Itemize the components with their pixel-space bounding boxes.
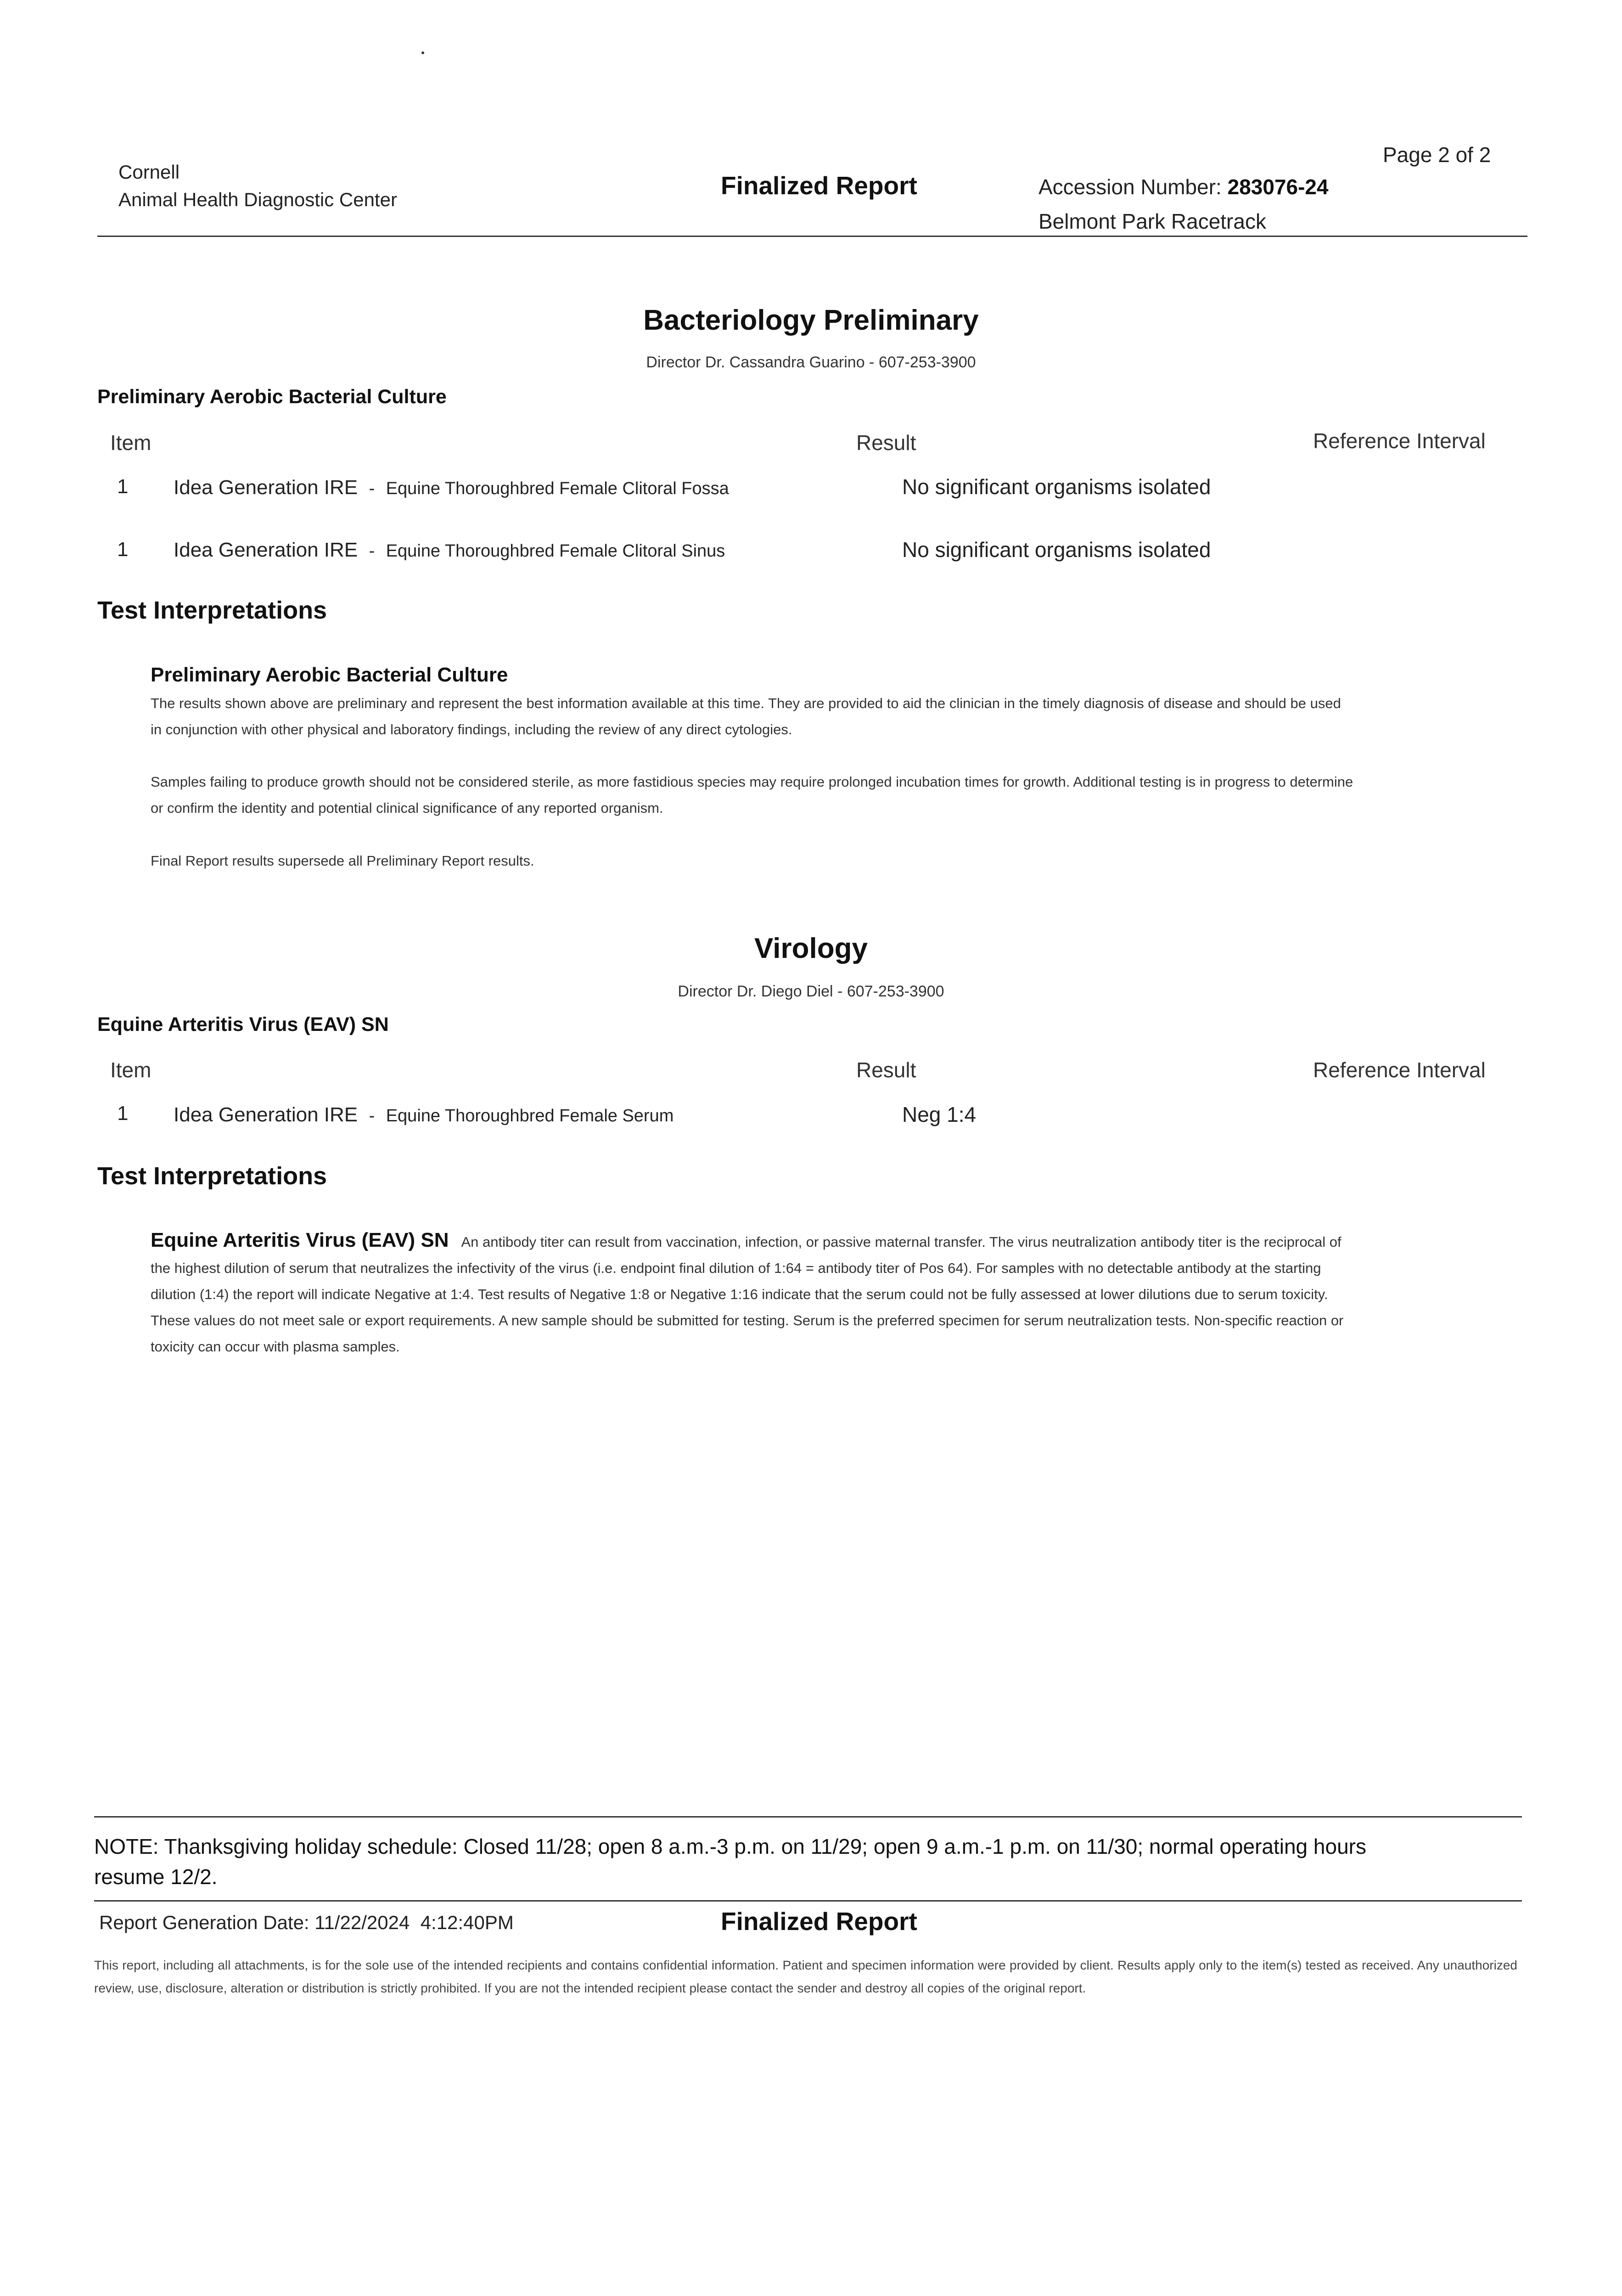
row-client: Idea Generation IRE: [174, 476, 358, 499]
column-reference: Reference Interval: [1313, 429, 1486, 453]
column-item: Item: [110, 431, 152, 455]
footer-divider-top: [94, 1816, 1522, 1818]
row-result: No significant organisms isolated: [902, 538, 1211, 562]
holiday-note: NOTE: Thanksgiving holiday schedule: Closed 11/28; open 8 a.m.-3 p.m. on 11/29; open 9 a.m.-1 p.m. on 11/30; normal operating hours resume 12/2.: [94, 1835, 1366, 1889]
virology-interp-lead: Equine Arteritis Virus (EAV) SN: [151, 1229, 449, 1251]
bacteriology-interp-heading: Test Interpretations: [97, 597, 327, 624]
generation-label: Report Generation Date:: [99, 1912, 309, 1933]
location: Belmont Park Racetrack: [1038, 209, 1266, 233]
row-number: 1: [117, 1102, 129, 1125]
column-item: Item: [110, 1058, 152, 1082]
bacteriology-director: Director Dr. Cassandra Guarino - 607-253-3900: [646, 354, 976, 371]
scan-speck: [421, 51, 424, 54]
row-client: Idea Generation IRE: [174, 1103, 358, 1126]
row-specimen-text: Equine Thoroughbred Female Serum: [386, 1106, 674, 1125]
virology-interp-text: An antibody titer can result from vaccination, infection, or passive maternal transfer. The virus neutralization antibody titer is the reciprocal of the highest dilution of serum that neutralizes the infectivity of the virus (i.e. endpoint final dilution of 1:64 = antibody titer of Pos 64). For samples with no detectable antibody at the starting dilution (1:4) the report will indicate Negative at 1:4. Test results of Negative 1:8 or Negative 1:16 indicate that the serum could not be fully assessed at lower dilutions due to serum toxicity. These values do not meet sale or export requirements. A new sample should be submitted for testing. Serum is the preferred specimen for serum neutralization tests. Non-specific reaction or toxicity can occur with plasma samples.: [151, 1234, 1344, 1355]
bacteriology-title: Bacteriology Preliminary: [643, 304, 979, 336]
row-specimen: [174, 536, 862, 565]
virology-title: Virology: [754, 933, 868, 964]
row-result: No significant organisms isolated: [902, 475, 1211, 499]
bacteriology-interp-subheading: Preliminary Aerobic Bacterial Culture: [151, 664, 508, 686]
column-reference: Reference Interval: [1313, 1058, 1486, 1082]
interp-paragraph: Final Report results supersede all Preliminary Report results.: [151, 853, 534, 869]
footer-report-title: Finalized Report: [721, 1907, 917, 1936]
row-number: 1: [117, 475, 129, 498]
org-line-1: Cornell: [118, 161, 180, 183]
interp-paragraph: The results shown above are preliminary and represent the best information available at this time. They are provided to aid the clinician in the timely diagnosis of disease and should be used in conjunction with other physical and laboratory findings, including the review of any direct cytologies.: [151, 695, 1341, 737]
interp-paragraph: Samples failing to produce growth should not be considered sterile, as more fastidious species may require prolonged incubation times for growth. Additional testing is in progress to determine or confirm the identity and potential clinical significance of any reported organism.: [151, 774, 1353, 816]
bacteriology-test-name: Preliminary Aerobic Bacterial Culture: [97, 386, 447, 408]
row-separator: -: [369, 541, 375, 561]
row-client: Idea Generation IRE: [174, 539, 358, 561]
row-specimen-text: Equine Thoroughbred Female Clitoral Sinus: [386, 541, 725, 561]
accession-number: [1038, 174, 1329, 199]
virology-interp-paragraph: [151, 1227, 1353, 1360]
accession-value: 283076-24: [1227, 175, 1329, 199]
row-specimen-text: Equine Thoroughbred Female Clitoral Fossa: [386, 479, 729, 498]
org-line-2: Animal Health Diagnostic Center: [118, 189, 397, 210]
confidentiality-disclaimer: This report, including all attachments, is for the sole use of the intended recipients and contains confidential information. Patient and specimen information were provided by client. Results apply only to the item(s) tested as received. Any unauthorized review, use, disclosure, alteration or distribution is strictly prohibited. If you are not the intended recipient please contact the sender and destroy all copies of the original report.: [94, 1958, 1517, 1995]
footer-divider-bottom: [94, 1900, 1522, 1902]
generation-date-value: 11/22/2024: [314, 1912, 410, 1933]
virology-test-name: Equine Arteritis Virus (EAV) SN: [97, 1013, 389, 1035]
row-result: Neg 1:4: [902, 1103, 977, 1126]
row-specimen: [174, 474, 862, 502]
report-title: Finalized Report: [721, 171, 917, 200]
virology-director: Director Dr. Diego Diel - 607-253-3900: [678, 983, 944, 1000]
row-separator: -: [369, 479, 375, 498]
generation-time-value: 4:12:40PM: [420, 1912, 514, 1933]
row-specimen: [174, 1101, 862, 1130]
virology-interp-heading: Test Interpretations: [97, 1162, 327, 1190]
row-number: 1: [117, 538, 129, 561]
column-result: Result: [856, 1058, 916, 1082]
page-number: Page 2 of 2: [1383, 143, 1491, 167]
report-generation-date: [99, 1912, 514, 1934]
header-divider: [97, 236, 1527, 237]
organization-name: [118, 158, 397, 214]
column-result: Result: [856, 431, 916, 455]
row-separator: -: [369, 1106, 375, 1125]
accession-label: Accession Number:: [1038, 175, 1222, 199]
